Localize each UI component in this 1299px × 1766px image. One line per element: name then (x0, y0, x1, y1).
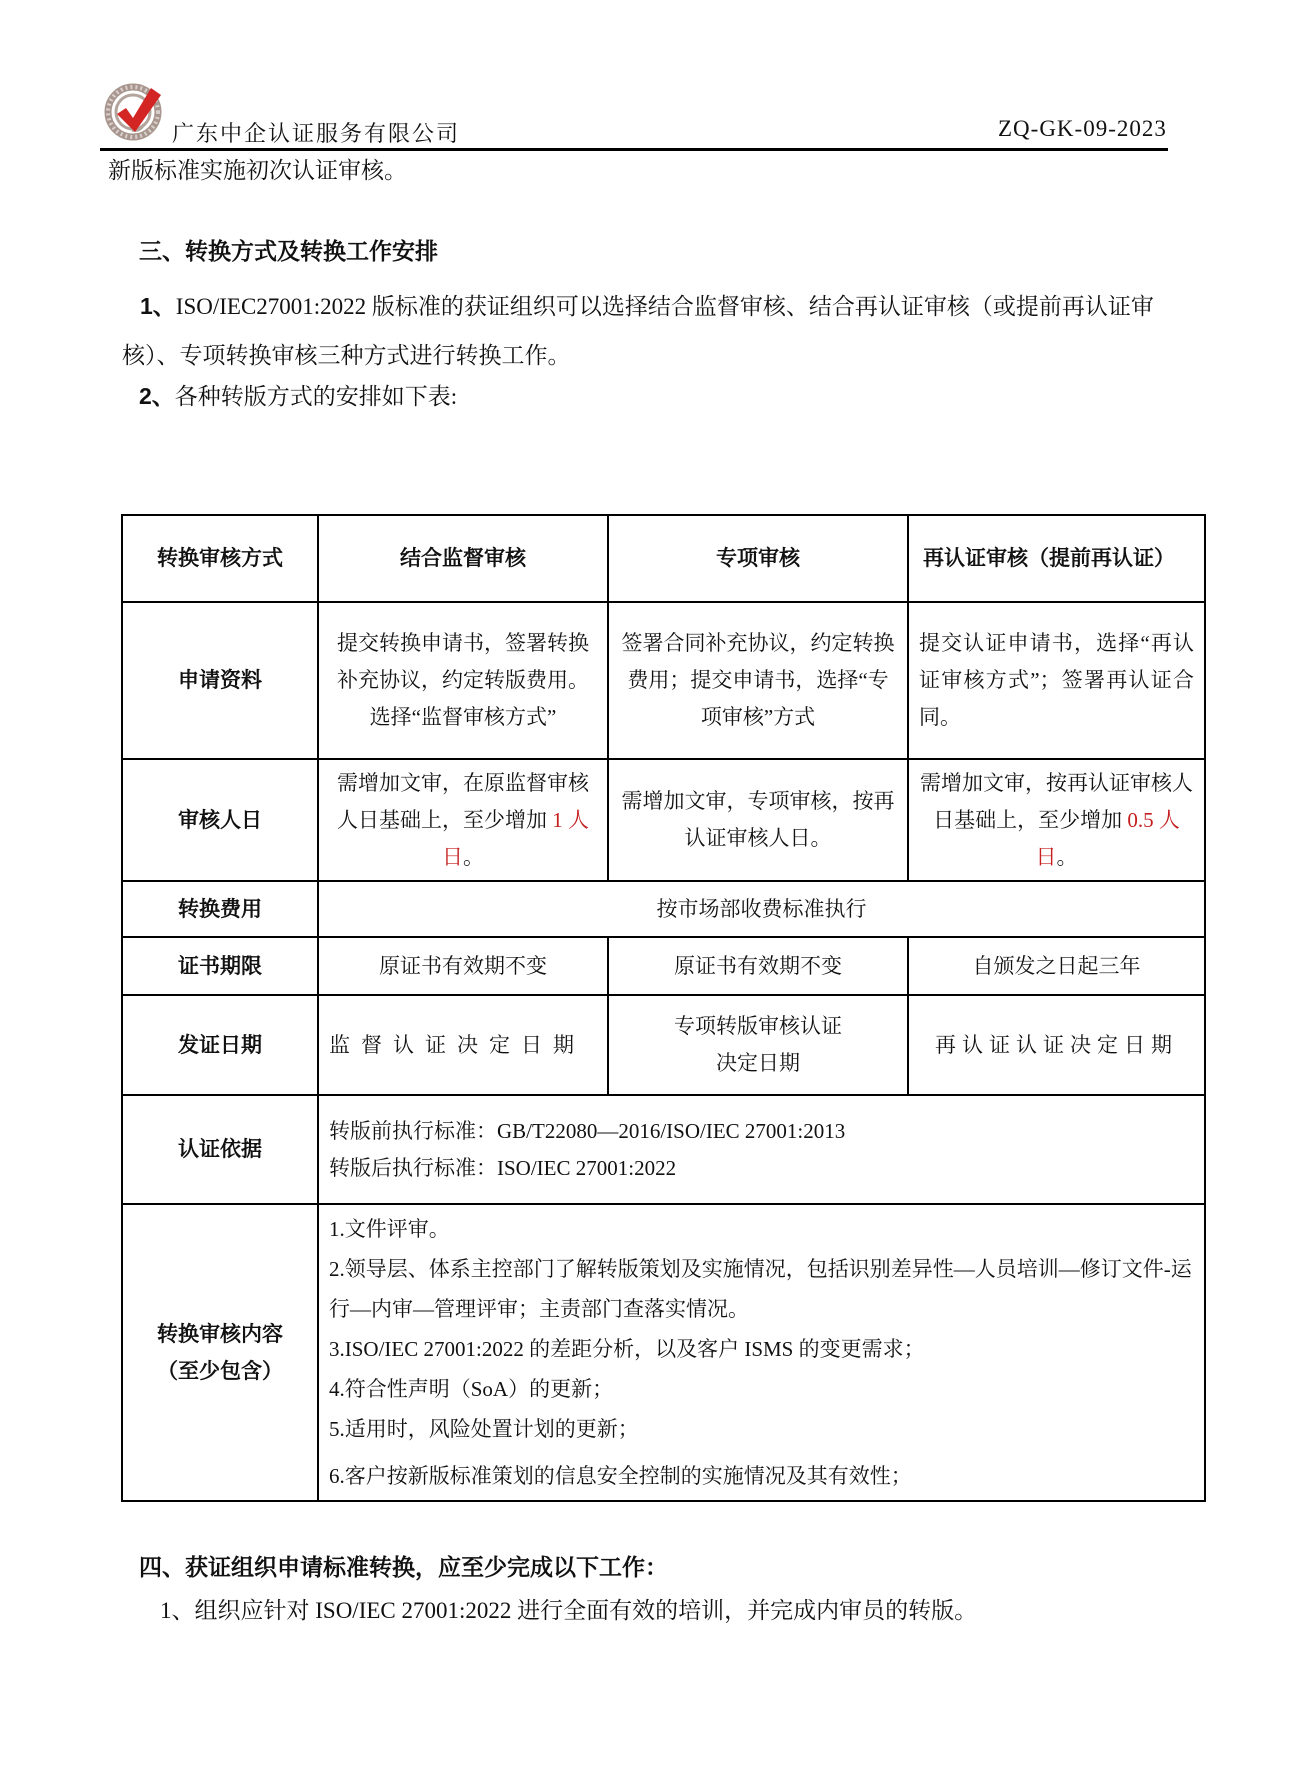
cell-text: 。 (463, 844, 484, 869)
cell-audit-days-combined-supervision (318, 759, 608, 881)
highlighted-man-days-value: 0.5 人日 (1035, 807, 1180, 869)
column-header-method: 转换审核方式 (122, 515, 318, 602)
paragraph-text: ISO/IEC27001:2022 版标准的获证组织可以选择结合监督审核、结合再认证审核（或提前再认证审核）、专项转换审核三种方式进行转换工作。 (122, 294, 1154, 368)
row-label-certificate-validity: 证书期限 (122, 937, 318, 995)
row-label-audit-days: 审核人日 (122, 759, 318, 881)
column-header-recertification: 再认证审核（提前再认证） (908, 515, 1205, 602)
row-label-issue-date: 发证日期 (122, 995, 318, 1095)
row-label-certification-basis: 认证依据 (122, 1095, 318, 1204)
cell-audit-days-recertification (908, 759, 1205, 881)
table-row-conversion-fee (122, 881, 1205, 937)
section-3-paragraph-2 (139, 378, 457, 411)
row-label-audit-content (122, 1204, 318, 1501)
audit-content-item: 6.客户按新版标准策划的信息安全控制的实施情况及其有效性； (329, 1464, 912, 1488)
cell-text-line: 专项转版审核认证 (674, 1014, 842, 1038)
row-label-conversion-fee: 转换费用 (122, 881, 318, 937)
paragraph-text: 组织应针对 ISO/IEC 27001:2022 进行全面有效的培训，并完成内审员的转版。 (194, 1598, 978, 1623)
document-code: ZQ-GK-09-2023 (998, 116, 1167, 141)
cell-text: 需增加文审，在原监督审核人日基础上，至少增加 (337, 770, 589, 832)
section-4-heading: 四、获证组织申请标准转换，应至少完成以下工作： (139, 1554, 668, 1580)
paragraph-number: 1、 (160, 1598, 195, 1623)
header-divider (100, 148, 1168, 151)
cell-application-special-audit: 签署合同补充协议，约定转换费用；提交申请书，选择“专项审核”方式 (608, 602, 908, 759)
cell-text-line: 决定日期 (716, 1051, 800, 1075)
table-row-application-materials (122, 602, 1205, 759)
section-3-heading: 三、转换方式及转换工作安排 (139, 238, 438, 264)
table-row-audit-content (122, 1204, 1205, 1501)
label-text-line: 转换审核内容 (157, 1322, 283, 1346)
table-row-certificate-validity (122, 937, 1205, 995)
column-header-special-audit: 专项审核 (608, 515, 908, 602)
highlighted-man-days-value: 1 人日 (442, 807, 589, 869)
basis-after-line: 转版后执行标准：ISO/IEC 27001:2022 (329, 1155, 677, 1180)
audit-content-item: 2.领导层、体系主控部门了解转版策划及实施情况，包括识别差异性—人员培训—修订文件-运行—内审—管理评审；主责部门查落实情况。 (329, 1257, 1192, 1321)
intro-paragraph: 新版标准实施初次认证审核。 (108, 158, 407, 183)
cell-audit-content-merged (318, 1204, 1205, 1501)
certification-emblem-icon (104, 75, 168, 141)
table-row-certification-basis (122, 1095, 1205, 1204)
cell-issue-date-special-audit (608, 995, 908, 1095)
cell-issue-date-combined-supervision: 监督认证决定日期 (318, 995, 608, 1095)
cell-validity-combined-supervision: 原证书有效期不变 (318, 937, 608, 995)
table-header-row (122, 515, 1205, 602)
column-header-combined-supervision: 结合监督审核 (318, 515, 608, 602)
table-row-audit-days (122, 759, 1205, 881)
cell-application-combined-supervision: 提交转换申请书，签署转换补充协议，约定转版费用。选择“监督审核方式” (318, 602, 608, 759)
cell-conversion-fee-merged: 按市场部收费标准执行 (318, 881, 1205, 937)
cell-application-recertification: 提交认证申请书，选择“再认证审核方式”；签署再认证合同。 (908, 602, 1205, 759)
company-name: 广东中企认证服务有限公司 (172, 121, 461, 146)
company-logo (104, 75, 168, 146)
audit-content-item: 5.适用时，风险处置计划的更新； (329, 1417, 639, 1441)
cell-issue-date-recertification: 再认证认证决定日期 (908, 995, 1205, 1095)
cell-text: 需增加文审，按再认证审核人日基础上，至少增加 (920, 770, 1193, 832)
cell-text: 。 (1056, 844, 1078, 869)
conversion-arrangement-table (121, 514, 1206, 1502)
paragraph-number: 1、 (140, 293, 176, 319)
cell-audit-days-special-audit: 需增加文审，专项审核，按再认证审核人日。 (608, 759, 908, 881)
section-4-paragraph-1 (160, 1592, 977, 1625)
audit-content-item: 1.文件评审。 (329, 1217, 450, 1241)
basis-before-line: 转版前执行标准：GB/T22080—2016/ISO/IEC 27001:2013 (329, 1118, 846, 1143)
cell-certification-basis-merged (318, 1095, 1205, 1204)
paragraph-number: 2、 (139, 383, 175, 409)
paragraph-text: 各种转版方式的安排如下表: (174, 384, 458, 409)
cell-validity-recertification: 自颁发之日起三年 (908, 937, 1205, 995)
label-text-line: （至少包含） (157, 1359, 283, 1383)
row-label-application-materials: 申请资料 (122, 602, 318, 759)
section-3-paragraph-1 (122, 282, 1202, 380)
audit-content-item: 4.符合性声明（SoA）的更新； (329, 1377, 614, 1401)
audit-content-item: 3.ISO/IEC 27001:2022 的差距分析，以及客户 ISMS 的变更需求； (329, 1337, 925, 1361)
cell-validity-special-audit: 原证书有效期不变 (608, 937, 908, 995)
table-row-issue-date (122, 995, 1205, 1095)
